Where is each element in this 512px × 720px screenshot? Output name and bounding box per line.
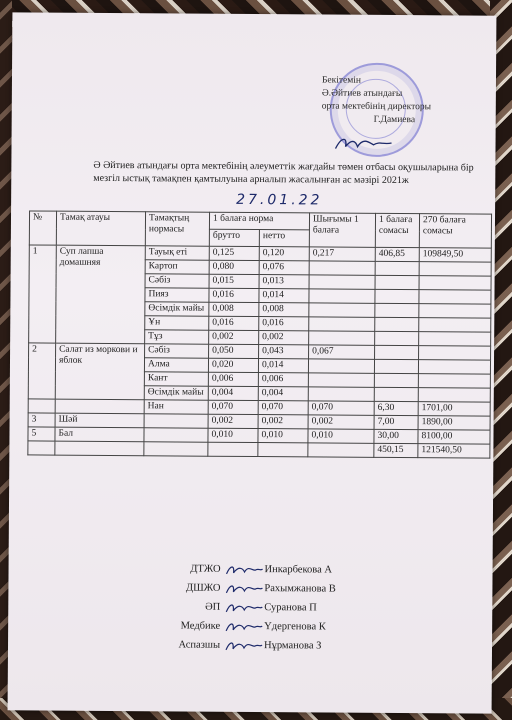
signature-row bbox=[158, 616, 335, 636]
cell-num: 5 bbox=[28, 427, 55, 441]
cell-yield bbox=[309, 275, 375, 289]
cell-dish: Шәй bbox=[55, 413, 144, 428]
cell-netto bbox=[258, 443, 308, 457]
header-food: Тамақтың нормасы bbox=[145, 212, 209, 246]
cell-food: Картоп bbox=[145, 260, 209, 274]
cell-sum270: 1890,00 bbox=[418, 416, 490, 431]
cell-brutto: 0,016 bbox=[209, 288, 259, 302]
signature-role: ДТЖО bbox=[190, 563, 221, 575]
cell-sum270: 1701,00 bbox=[418, 402, 490, 417]
cell-netto: 0,014 bbox=[259, 289, 309, 303]
cell-yield bbox=[308, 359, 374, 373]
handwritten-signature bbox=[224, 600, 264, 614]
document-sheet bbox=[8, 12, 497, 713]
table-body bbox=[28, 245, 491, 458]
cell-num bbox=[28, 441, 55, 455]
cell-food: Ұн bbox=[145, 316, 209, 330]
cell-yield: 0,070 bbox=[308, 401, 374, 415]
cell-sum270 bbox=[418, 374, 490, 389]
cell-sum1: 30,00 bbox=[374, 429, 418, 443]
cell-yield: 0,010 bbox=[308, 429, 374, 443]
cell-num bbox=[28, 399, 55, 413]
cell-brutto: 0,080 bbox=[209, 260, 259, 274]
header-num: № bbox=[29, 211, 56, 245]
header-dish: Тамақ атауы bbox=[56, 211, 145, 246]
signature-row bbox=[158, 559, 335, 579]
handwritten-signature bbox=[224, 638, 264, 652]
cell-yield bbox=[309, 331, 375, 345]
cell-yield: 0,217 bbox=[309, 247, 375, 261]
cell-brutto: 0,020 bbox=[208, 358, 258, 372]
cell-yield bbox=[309, 289, 375, 303]
header-sum270: 270 балаға сомасы bbox=[419, 214, 491, 249]
handwritten-signature bbox=[224, 581, 264, 595]
handwritten-signature bbox=[225, 562, 265, 576]
handwritten-date: 27.01.22 bbox=[236, 191, 323, 209]
cell-brutto: 0,015 bbox=[209, 274, 259, 288]
cell-food: Алма bbox=[144, 358, 208, 372]
cell-netto: 0,043 bbox=[259, 345, 309, 359]
cell-sum1 bbox=[375, 303, 419, 317]
cell-brutto: 0,004 bbox=[208, 386, 258, 400]
cell-yield bbox=[308, 443, 374, 457]
cell-yield bbox=[309, 303, 375, 317]
cell-brutto: 0,010 bbox=[208, 428, 258, 442]
cell-dish: Бал bbox=[55, 427, 144, 442]
cell-num: 1 bbox=[29, 245, 57, 343]
signature-row bbox=[158, 635, 335, 655]
cell-food: Пияз bbox=[145, 288, 209, 302]
director-signature bbox=[333, 133, 393, 155]
signatures-block bbox=[158, 559, 336, 655]
cell-netto: 0,013 bbox=[259, 275, 309, 289]
cell-food: Сәбіз bbox=[145, 274, 209, 288]
menu-table bbox=[27, 210, 492, 458]
cell-yield: 0,002 bbox=[308, 415, 374, 429]
cell-sum1: 406,85 bbox=[375, 247, 419, 261]
cell-sum1 bbox=[374, 359, 418, 373]
cell-sum270 bbox=[419, 290, 491, 305]
cell-brutto: 0,008 bbox=[209, 302, 259, 316]
cell-yield bbox=[309, 317, 375, 331]
cell-sum1 bbox=[374, 373, 418, 387]
cell-food bbox=[144, 442, 208, 456]
cell-sum1 bbox=[375, 289, 419, 303]
document-title: Ә Әйтиев атындағы орта мектебінің әлеуметтік жағдайы төмен отбасы оқушыларына бір мезгіл ыстық тамақпен қамтылуына арналып жасалынған ас мәзірі 2021ж bbox=[93, 159, 474, 187]
cell-sum270: 121540,50 bbox=[418, 444, 490, 459]
cell-netto: 0,006 bbox=[258, 373, 308, 387]
cell-sum1 bbox=[375, 331, 419, 345]
cell-sum1: 7,00 bbox=[374, 415, 418, 429]
cell-sum270 bbox=[419, 332, 491, 347]
header-yield: Шығымы 1 балаға bbox=[309, 213, 375, 247]
signature-name: Рахымжанова В bbox=[264, 583, 336, 595]
signature-name: Суранова П bbox=[264, 602, 317, 614]
cell-food: Сәбіз bbox=[145, 344, 209, 358]
approval-line-2: Ә.Әйтиев атындағы bbox=[321, 88, 403, 100]
cell-food: Өсімдік майы bbox=[145, 302, 209, 316]
cell-food: Нан bbox=[144, 400, 208, 414]
table-header-row bbox=[29, 211, 491, 231]
approval-block bbox=[322, 74, 492, 127]
signature-name: Үдергенова К bbox=[264, 621, 326, 633]
cell-netto: 0,014 bbox=[258, 359, 308, 373]
cell-sum270 bbox=[419, 276, 491, 291]
cell-sum270: 109849,50 bbox=[419, 248, 491, 263]
cell-sum1: 450,15 bbox=[374, 443, 418, 457]
cell-netto: 0,070 bbox=[258, 401, 308, 415]
signature-role: ДШЖО bbox=[185, 582, 221, 594]
cell-num: 3 bbox=[28, 413, 55, 427]
cell-netto: 0,010 bbox=[258, 429, 308, 443]
cell-food: Өсімдік майы bbox=[144, 386, 208, 400]
cell-netto: 0,076 bbox=[259, 261, 309, 275]
cell-sum1 bbox=[375, 275, 419, 289]
cell-sum1 bbox=[374, 387, 418, 401]
header-norm: 1 балаға норма bbox=[209, 212, 309, 230]
cell-sum270: 8100,00 bbox=[418, 430, 490, 445]
handwritten-signature bbox=[224, 619, 264, 633]
cell-brutto: 0,016 bbox=[209, 316, 259, 330]
cell-netto: 0,120 bbox=[259, 247, 309, 261]
cell-brutto: 0,002 bbox=[209, 330, 259, 344]
cell-yield bbox=[309, 261, 375, 275]
cell-num: 2 bbox=[28, 343, 55, 399]
header-brutto: брутто bbox=[209, 229, 259, 246]
table-row bbox=[28, 441, 490, 458]
cell-dish bbox=[55, 441, 144, 456]
cell-sum1 bbox=[375, 261, 419, 275]
cell-brutto bbox=[208, 442, 258, 456]
cell-yield bbox=[308, 373, 374, 387]
cell-netto: 0,016 bbox=[259, 317, 309, 331]
cell-food: Тауық еті bbox=[145, 246, 209, 260]
cell-netto: 0,002 bbox=[259, 331, 309, 345]
approval-line-3: орта мектебінің директоры bbox=[321, 101, 432, 113]
cell-food bbox=[144, 414, 208, 428]
cell-sum270 bbox=[418, 360, 490, 375]
cell-food: Тұз bbox=[145, 330, 209, 344]
cell-sum270 bbox=[419, 262, 491, 277]
cell-sum1: 6,30 bbox=[374, 401, 418, 415]
cell-netto: 0,008 bbox=[259, 303, 309, 317]
cell-yield: 0,067 bbox=[309, 345, 375, 359]
signature-row bbox=[158, 578, 335, 598]
signature-name: Инкарбекова А bbox=[264, 564, 333, 576]
cell-yield bbox=[308, 387, 374, 401]
cell-dish: Салат из моркови и яблок bbox=[55, 343, 144, 400]
cell-netto: 0,002 bbox=[258, 415, 308, 429]
cell-sum270 bbox=[419, 304, 491, 319]
header-netto: нетто bbox=[259, 230, 309, 247]
cell-sum270 bbox=[419, 346, 491, 361]
cell-brutto: 0,002 bbox=[208, 414, 258, 428]
cell-food bbox=[144, 428, 208, 442]
signature-name: Нұрманова З bbox=[263, 640, 322, 652]
signature-role: Медбике bbox=[180, 620, 221, 632]
cell-brutto: 0,125 bbox=[209, 246, 259, 260]
cell-sum1 bbox=[375, 345, 419, 359]
signature-role: Аспазшы bbox=[178, 639, 221, 651]
cell-dish bbox=[55, 399, 144, 414]
signature-role: ӘП bbox=[205, 601, 221, 613]
cell-dish: Суп лапша домашняя bbox=[56, 245, 146, 344]
cell-brutto: 0,006 bbox=[208, 372, 258, 386]
cell-sum1 bbox=[375, 317, 419, 331]
signature-row bbox=[158, 597, 335, 617]
cell-brutto: 0,050 bbox=[209, 344, 259, 358]
approval-line-1: Бекітемін bbox=[321, 75, 362, 86]
cell-netto: 0,004 bbox=[258, 387, 308, 401]
cell-sum270 bbox=[419, 318, 491, 333]
approval-line-4: Г.Дамиева bbox=[373, 114, 416, 126]
cell-food: Кант bbox=[144, 372, 208, 386]
cell-sum270 bbox=[418, 388, 490, 403]
cell-brutto: 0,070 bbox=[208, 400, 258, 414]
header-sum1: 1 балаға сомасы bbox=[375, 213, 419, 247]
